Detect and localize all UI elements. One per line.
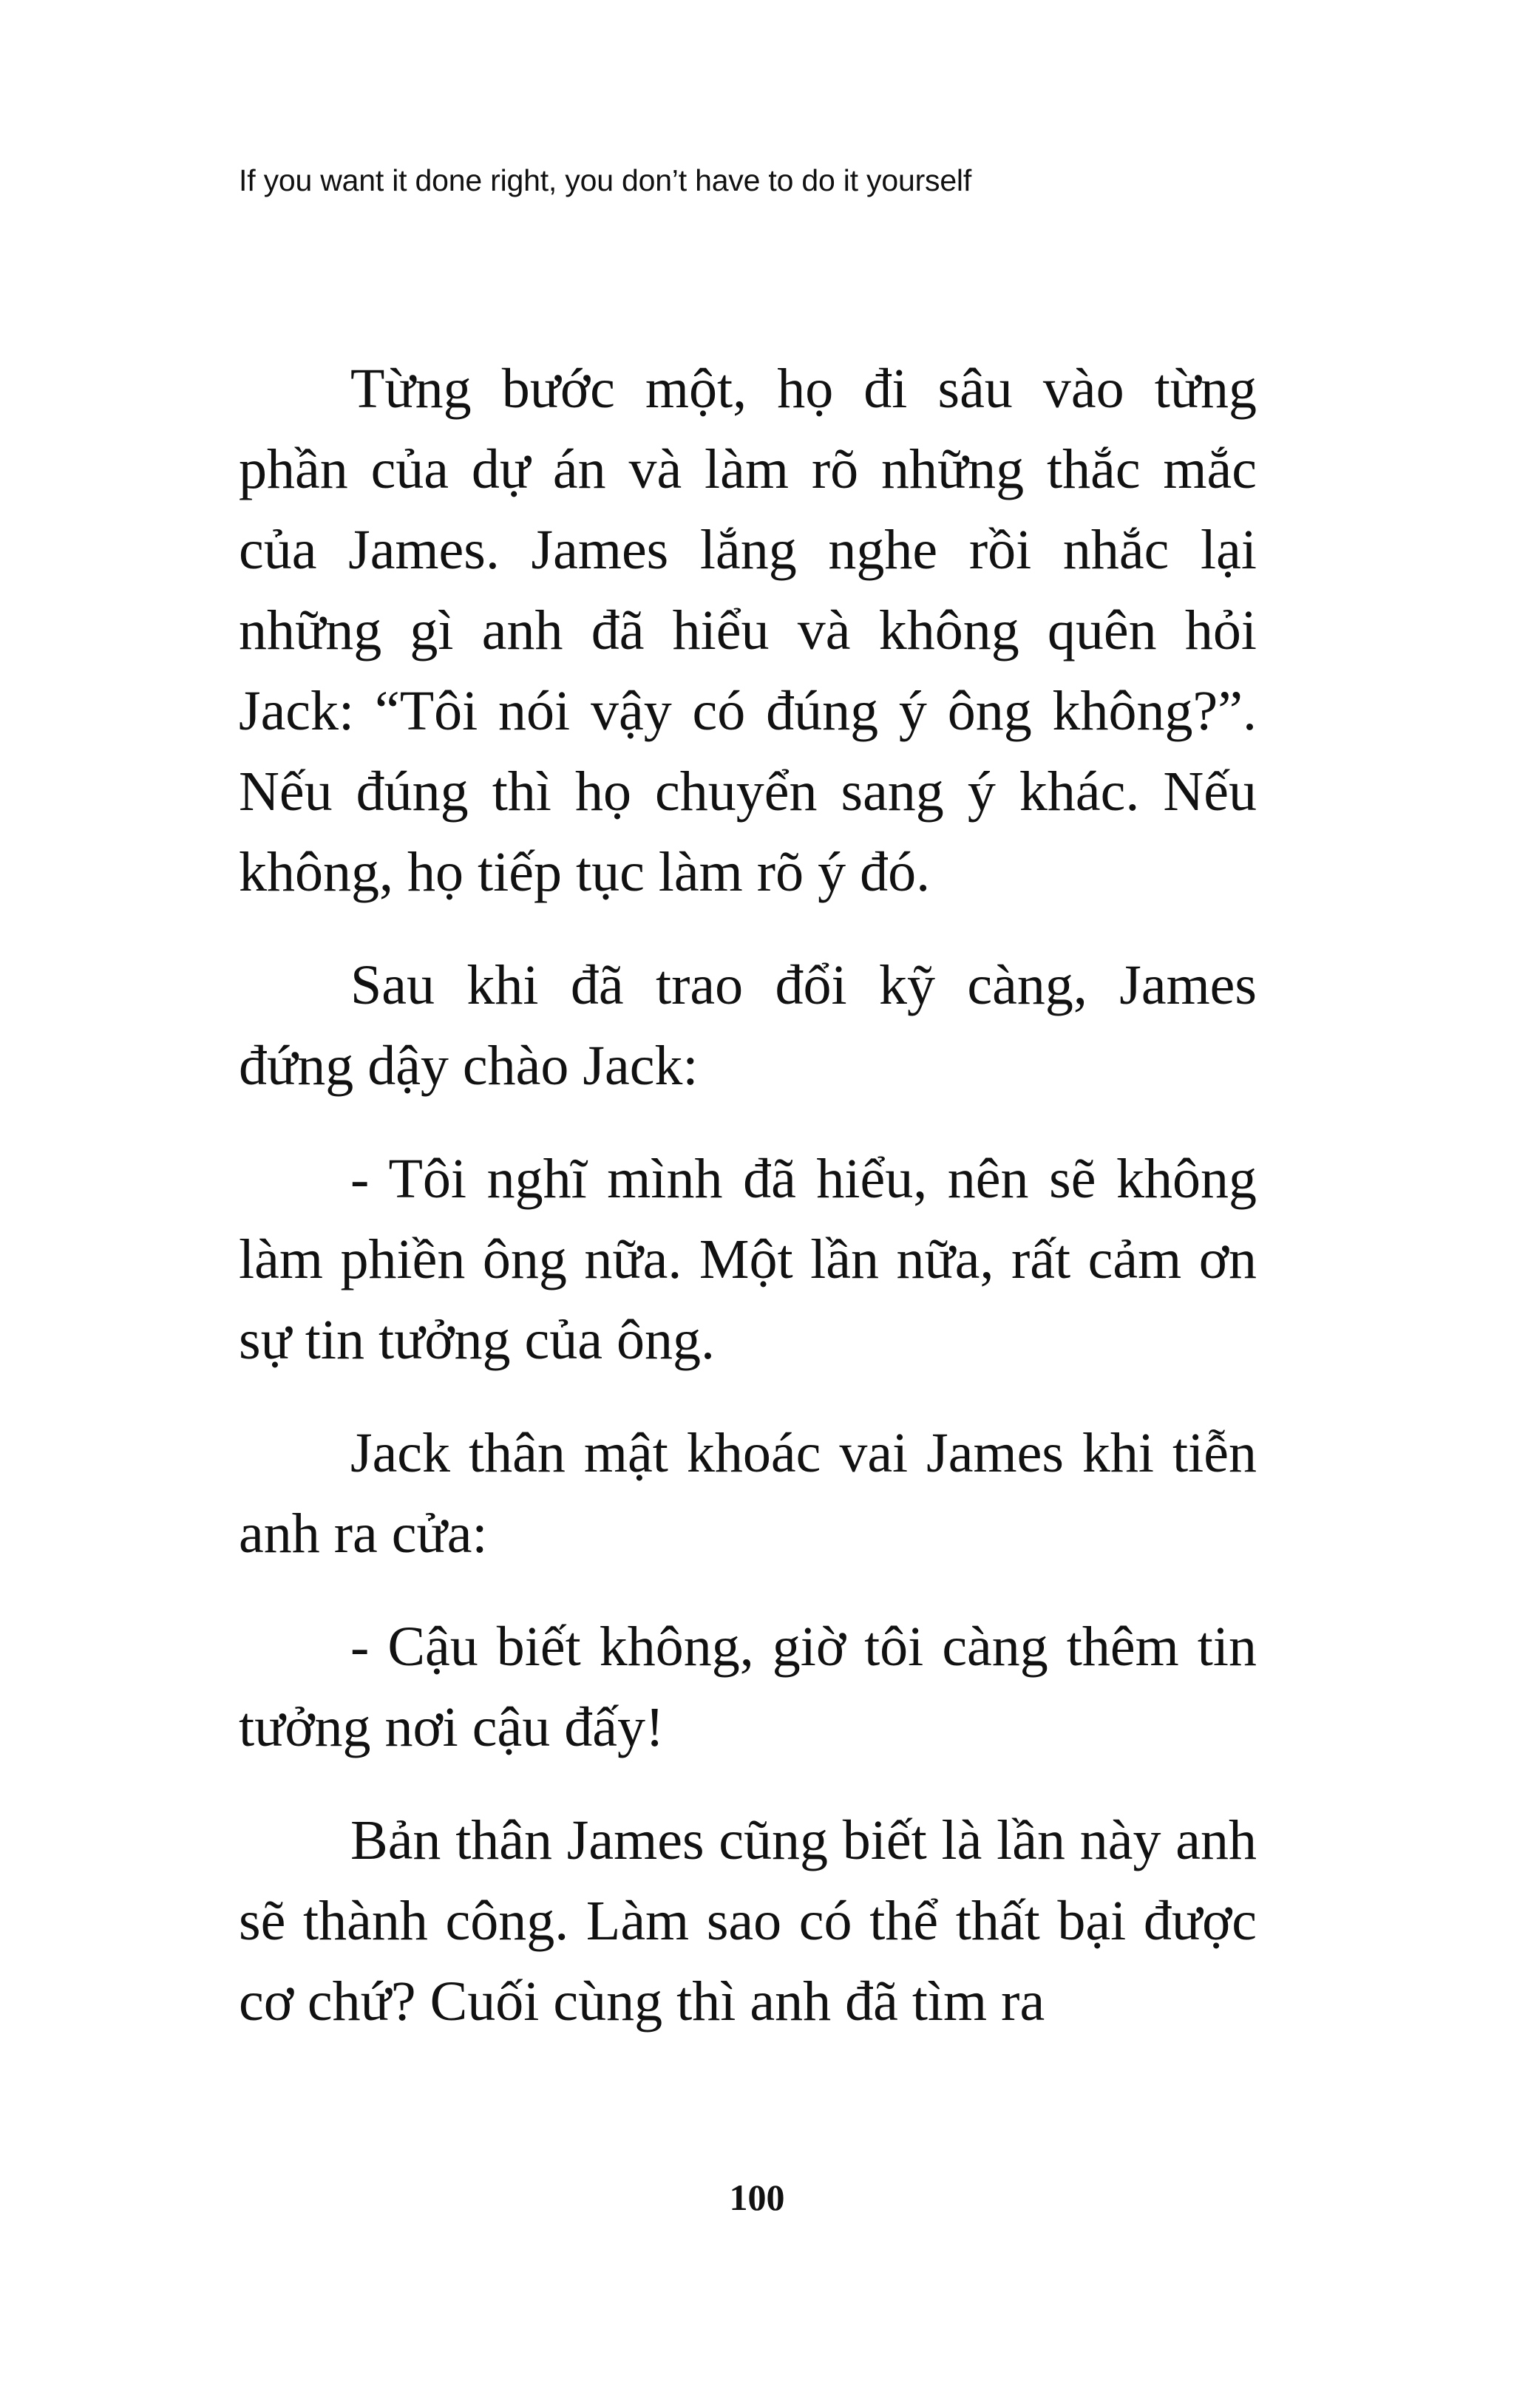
paragraph: Bản thân James cũng biết là lần này anh sẽ thành công. Làm sao có thể thất bại được cơ chứ? Cuối cùng thì anh đã tìm ra [239, 1809, 1257, 2033]
paragraph: Sau khi đã trao đổi kỹ càng, James đứng dậy chào Jack: [239, 954, 1257, 1097]
paragraph: - Tôi nghĩ mình đã hiểu, nên sẽ không làm phiền ông nữa. Một lần nữa, rất cảm ơn sự tin tưởng của ông. [239, 1148, 1257, 1371]
body-text [239, 349, 1257, 2042]
running-header: If you want it done right, you don’t have to do it yourself [239, 163, 972, 197]
page-number: 100 [729, 2177, 785, 2218]
paragraph: Jack thân mật khoác vai James khi tiễn anh ra cửa: [239, 1422, 1257, 1565]
paragraph: Từng bước một, họ đi sâu vào từng phần của dự án và làm rõ những thắc mắc của James. James lắng nghe rồi nhắc lại những gì anh đã hiểu và không quên hỏi Jack: “Tôi nói vậy có đúng ý ông không?”. Nếu đúng thì họ chuyển sang ý khác. Nếu không, họ tiếp tục làm rõ ý đó. [239, 358, 1257, 903]
paragraph: - Cậu biết không, giờ tôi càng thêm tin tưởng nơi cậu đấy! [239, 1616, 1257, 1758]
